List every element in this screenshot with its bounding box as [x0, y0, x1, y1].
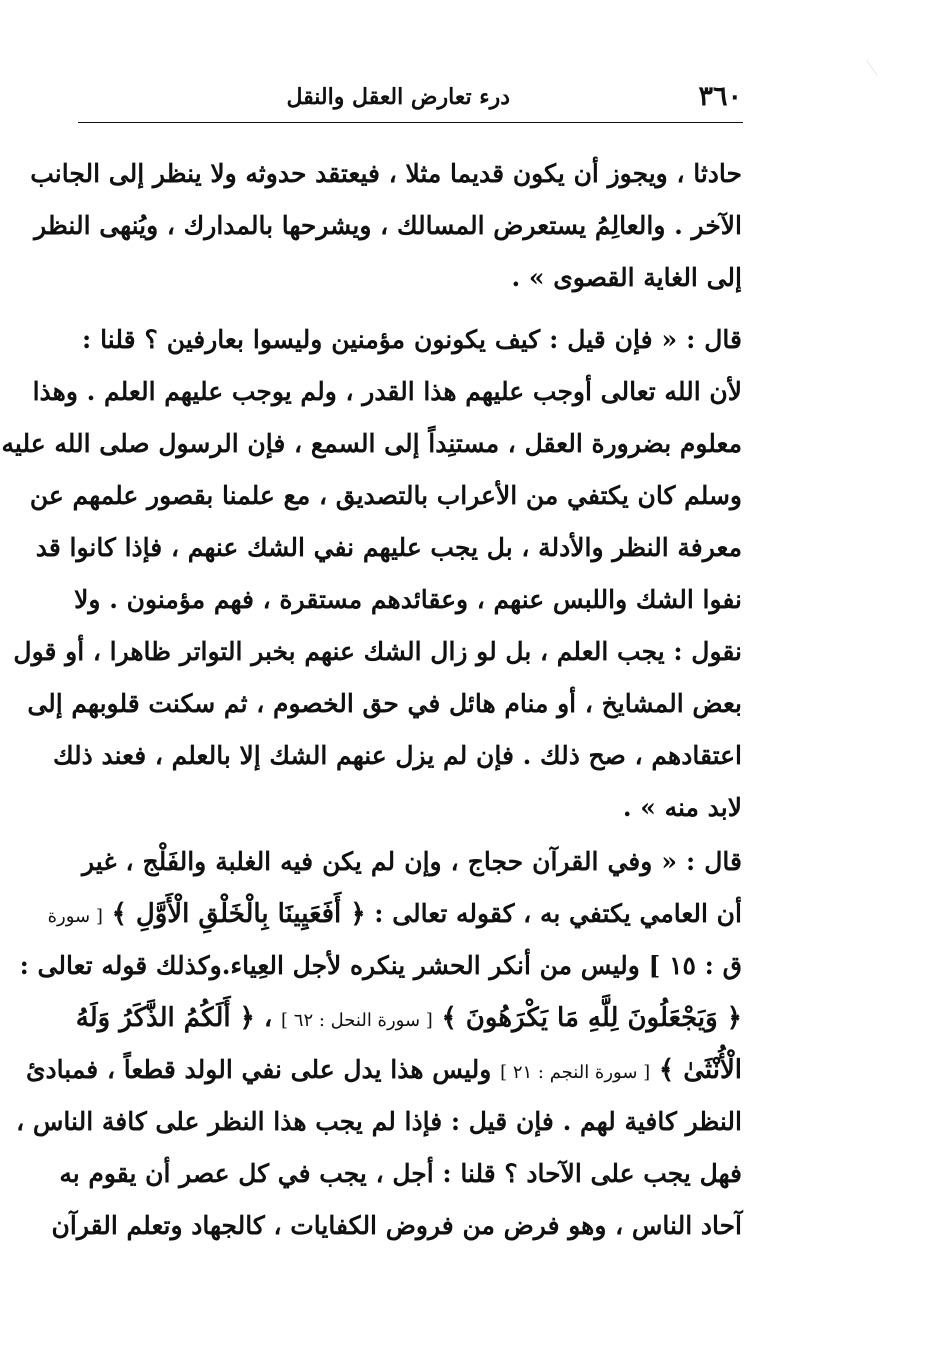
text-line: معرفة النظر والأدلة ، بل يجب عليهم نفي الشك عنهم ، فإذا كانوا قد — [35, 533, 742, 562]
text-line: اعتقادهم ، صح ذلك . فإن لم يزل عنهم الشك إلا بالعلم ، فعند ذلك — [52, 741, 742, 770]
qala-label: قال — [704, 847, 742, 876]
paragraph-1 — [30, 148, 742, 304]
text-line: لأن الله تعالى أوجب عليهم هذا القدر ، ولم يوجب عليهم العلم . وهذا — [32, 377, 742, 406]
surah-reference: [ سورة النجم : ٢١ ] — [500, 1062, 651, 1083]
text-line: لابد منه » . — [622, 793, 742, 822]
paragraph-2 — [1, 314, 742, 834]
text-line — [47, 888, 742, 940]
text-span: : « فإن قيل : كيف يكونون مؤمنين وليسوا بعارفين ؟ قلنا : — [82, 325, 705, 354]
text-line: إلى الغاية القصوى » . — [511, 263, 742, 292]
surah-reference: [ سورة النحل : ٦٢ ] — [281, 1010, 433, 1031]
quran-verse: ، ﴿ أَلَكُمُ الذَّكَرُ وَلَهُ — [75, 1003, 273, 1033]
text-line: فهل يجب على الآحاد ؟ قلنا : أجل ، يجب في كل عصر أن يقوم به — [59, 1159, 742, 1188]
text-line: وسلم كان يكتفي من الأعراب بالتصديق ، مع علمنا بقصور علمهم عن — [29, 481, 742, 510]
text-span: وليس هذا يدل على نفي الولد قطعاً ، فمبادئ — [25, 1055, 492, 1084]
qala-label: قال — [704, 325, 742, 354]
paragraph-3 — [16, 836, 742, 1252]
text-line: بعض المشايخ ، أو منام هائل في حق الخصوم ، ثم سكنت قلوبهم إلى — [27, 689, 742, 718]
header-rule — [78, 122, 743, 123]
page-number: ٣٦٠ — [698, 81, 742, 112]
text-line — [25, 1044, 742, 1096]
surah-reference: [ سورة — [47, 906, 103, 927]
text-line — [75, 992, 742, 1044]
text-line — [82, 314, 742, 366]
text-line — [82, 836, 742, 888]
text-line: حادثا ، ويجوز أن يكون قديما مثلا ، فيعتقد حدوثه ولا ينظر إلى الجانب — [30, 159, 742, 188]
quran-verse: ﴿ أَفَعَيِينَا بِالْخَلْقِ الْأَوَّلِ ﴾ — [111, 899, 366, 929]
page-header — [78, 72, 742, 122]
text-line: الآخر . والعالِمُ يستعرض المسالك ، ويشرحها بالمدارك ، ويُنهى النظر — [34, 211, 742, 240]
text-span: أن العامي يكتفي به ، كقوله تعالى : — [365, 899, 742, 928]
text-line: ق : ١٥ ] وليس من أنكر الحشر ينكره لأجل العِياء.وكذلك قوله تعالى : — [19, 951, 742, 980]
quran-verse: ﴿ وَيَجْعَلُونَ لِلَّهِ مَا يَكْرَهُونَ ﴾ — [441, 1003, 742, 1033]
text-line: نفوا الشك واللبس عنهم ، وعقائدهم مستقرة ، فهم مؤمنون . ولا — [74, 585, 742, 614]
running-title: درء تعارض العقل والنقل — [286, 84, 510, 110]
quran-verse: الْأُنْثَىٰ ﴾ — [658, 1055, 742, 1085]
scan-mark — [852, 60, 878, 86]
text-line: معلوم بضرورة العقل ، مستنِداً إلى السمع ، فإن الرسول صلى الله عليه — [1, 429, 742, 458]
text-span: : « وفي القرآن حجاج ، وإن لم يكن فيه الغلبة والفَلْج ، غير — [82, 847, 705, 876]
text-line: آحاد الناس ، وهو فرض من فروض الكفايات ، كالجهاد وتعلم القرآن — [51, 1211, 742, 1240]
text-line: نقول : يجب العلم ، بل لو زال الشك عنهم بخبر التواتر ظاهرا ، أو قول — [13, 637, 742, 666]
text-line: النظر كافية لهم . فإن قيل : فإذا لم يجب هذا النظر على كافة الناس ، — [16, 1107, 742, 1136]
